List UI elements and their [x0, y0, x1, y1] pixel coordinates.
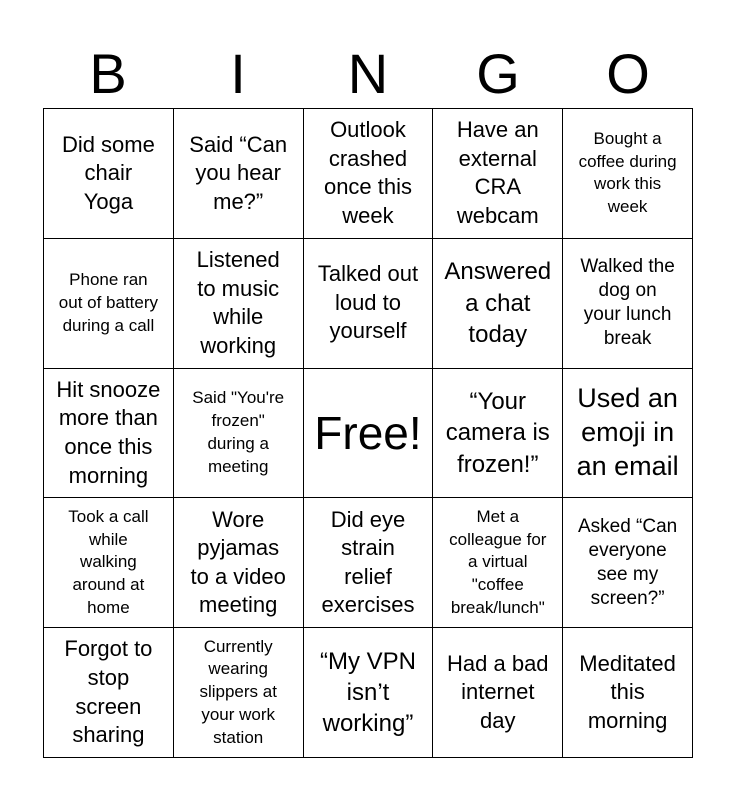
bingo-cell-r4c1[interactable]: [44, 498, 174, 628]
cell-text: Said “Can you hear me?”: [189, 131, 288, 214]
bingo-cell-r2c2[interactable]: [174, 239, 304, 369]
bingo-cell-r3c1[interactable]: [44, 369, 174, 499]
cell-text: Asked “Can everyone see my screen?”: [577, 515, 678, 609]
cell-text: Have an external CRA webcam: [456, 117, 539, 228]
bingo-cell-r4c4[interactable]: [433, 498, 563, 628]
cell-text: Said "You're frozen" during a meeting: [192, 388, 285, 476]
bingo-cell-r2c3[interactable]: [304, 239, 434, 369]
bingo-cell-r3c2[interactable]: [174, 369, 304, 499]
header-letter-n: N: [347, 42, 389, 105]
cell-text: Wore pyjamas to a video meeting: [190, 506, 286, 618]
bingo-cell-r2c5[interactable]: [563, 239, 693, 369]
cell-text: Used an emoji in an email: [576, 383, 679, 481]
cell-text: Bought a coffee during work this week: [578, 128, 677, 217]
cell-text: Forgot to stop screen sharing: [64, 636, 153, 748]
cell-text: Hit snooze more than once this morning: [56, 376, 161, 488]
cell-text: Had a bad internet day: [447, 650, 549, 733]
cell-text: “Your camera is frozen!”: [445, 388, 550, 478]
bingo-cell-r5c5[interactable]: [563, 628, 693, 758]
bingo-header: [43, 40, 693, 108]
cell-text: Took a call while walking around at home: [68, 506, 149, 617]
bingo-cell-r1c2[interactable]: [174, 109, 304, 239]
cell-text: Talked out loud to yourself: [317, 261, 419, 344]
header-letter-o: O: [606, 42, 650, 105]
cell-text: Outlook crashed once this week: [323, 117, 413, 228]
bingo-cell-r3c3-free[interactable]: [304, 369, 434, 499]
bingo-cell-r3c5[interactable]: [563, 369, 693, 499]
cell-text: “My VPN isn’t working”: [319, 647, 416, 738]
cell-text: Met a colleague for a virtual "coffee break/lunch": [449, 506, 547, 617]
cell-text: Walked the dog on your lunch break: [580, 256, 675, 350]
bingo-cell-r4c2[interactable]: [174, 498, 304, 628]
bingo-cell-r5c1[interactable]: [44, 628, 174, 758]
cell-text: Meditated this morning: [579, 650, 676, 733]
header-letter-b: B: [89, 42, 127, 105]
bingo-cell-r4c5[interactable]: [563, 498, 693, 628]
bingo-cell-r5c3[interactable]: [304, 628, 434, 758]
bingo-cell-r1c5[interactable]: [563, 109, 693, 239]
bingo-cell-r1c1[interactable]: [44, 109, 174, 239]
cell-text: Did eye strain relief exercises: [321, 506, 415, 618]
cell-text: Listened to music while working: [196, 247, 280, 358]
header-letter-i: I: [230, 42, 246, 105]
bingo-cell-r1c4[interactable]: [433, 109, 563, 239]
cell-text: Currently wearing slippers at your work station: [199, 636, 277, 747]
bingo-board: [43, 108, 693, 758]
bingo-cell-r4c3[interactable]: [304, 498, 434, 628]
header-letter-g: G: [476, 42, 520, 105]
bingo-cell-r2c4[interactable]: [433, 239, 563, 369]
bingo-cell-r3c4[interactable]: [433, 369, 563, 499]
bingo-cell-r5c4[interactable]: [433, 628, 563, 758]
cell-text: Phone ran out of battery during a call: [58, 270, 159, 335]
cell-text: Did some chair Yoga: [61, 131, 155, 214]
bingo-cell-r5c2[interactable]: [174, 628, 304, 758]
free-space-text: Free!: [314, 406, 422, 459]
bingo-cell-r1c3[interactable]: [304, 109, 434, 239]
bingo-cell-r2c1[interactable]: [44, 239, 174, 369]
cell-text: Answered a chat today: [444, 258, 552, 348]
